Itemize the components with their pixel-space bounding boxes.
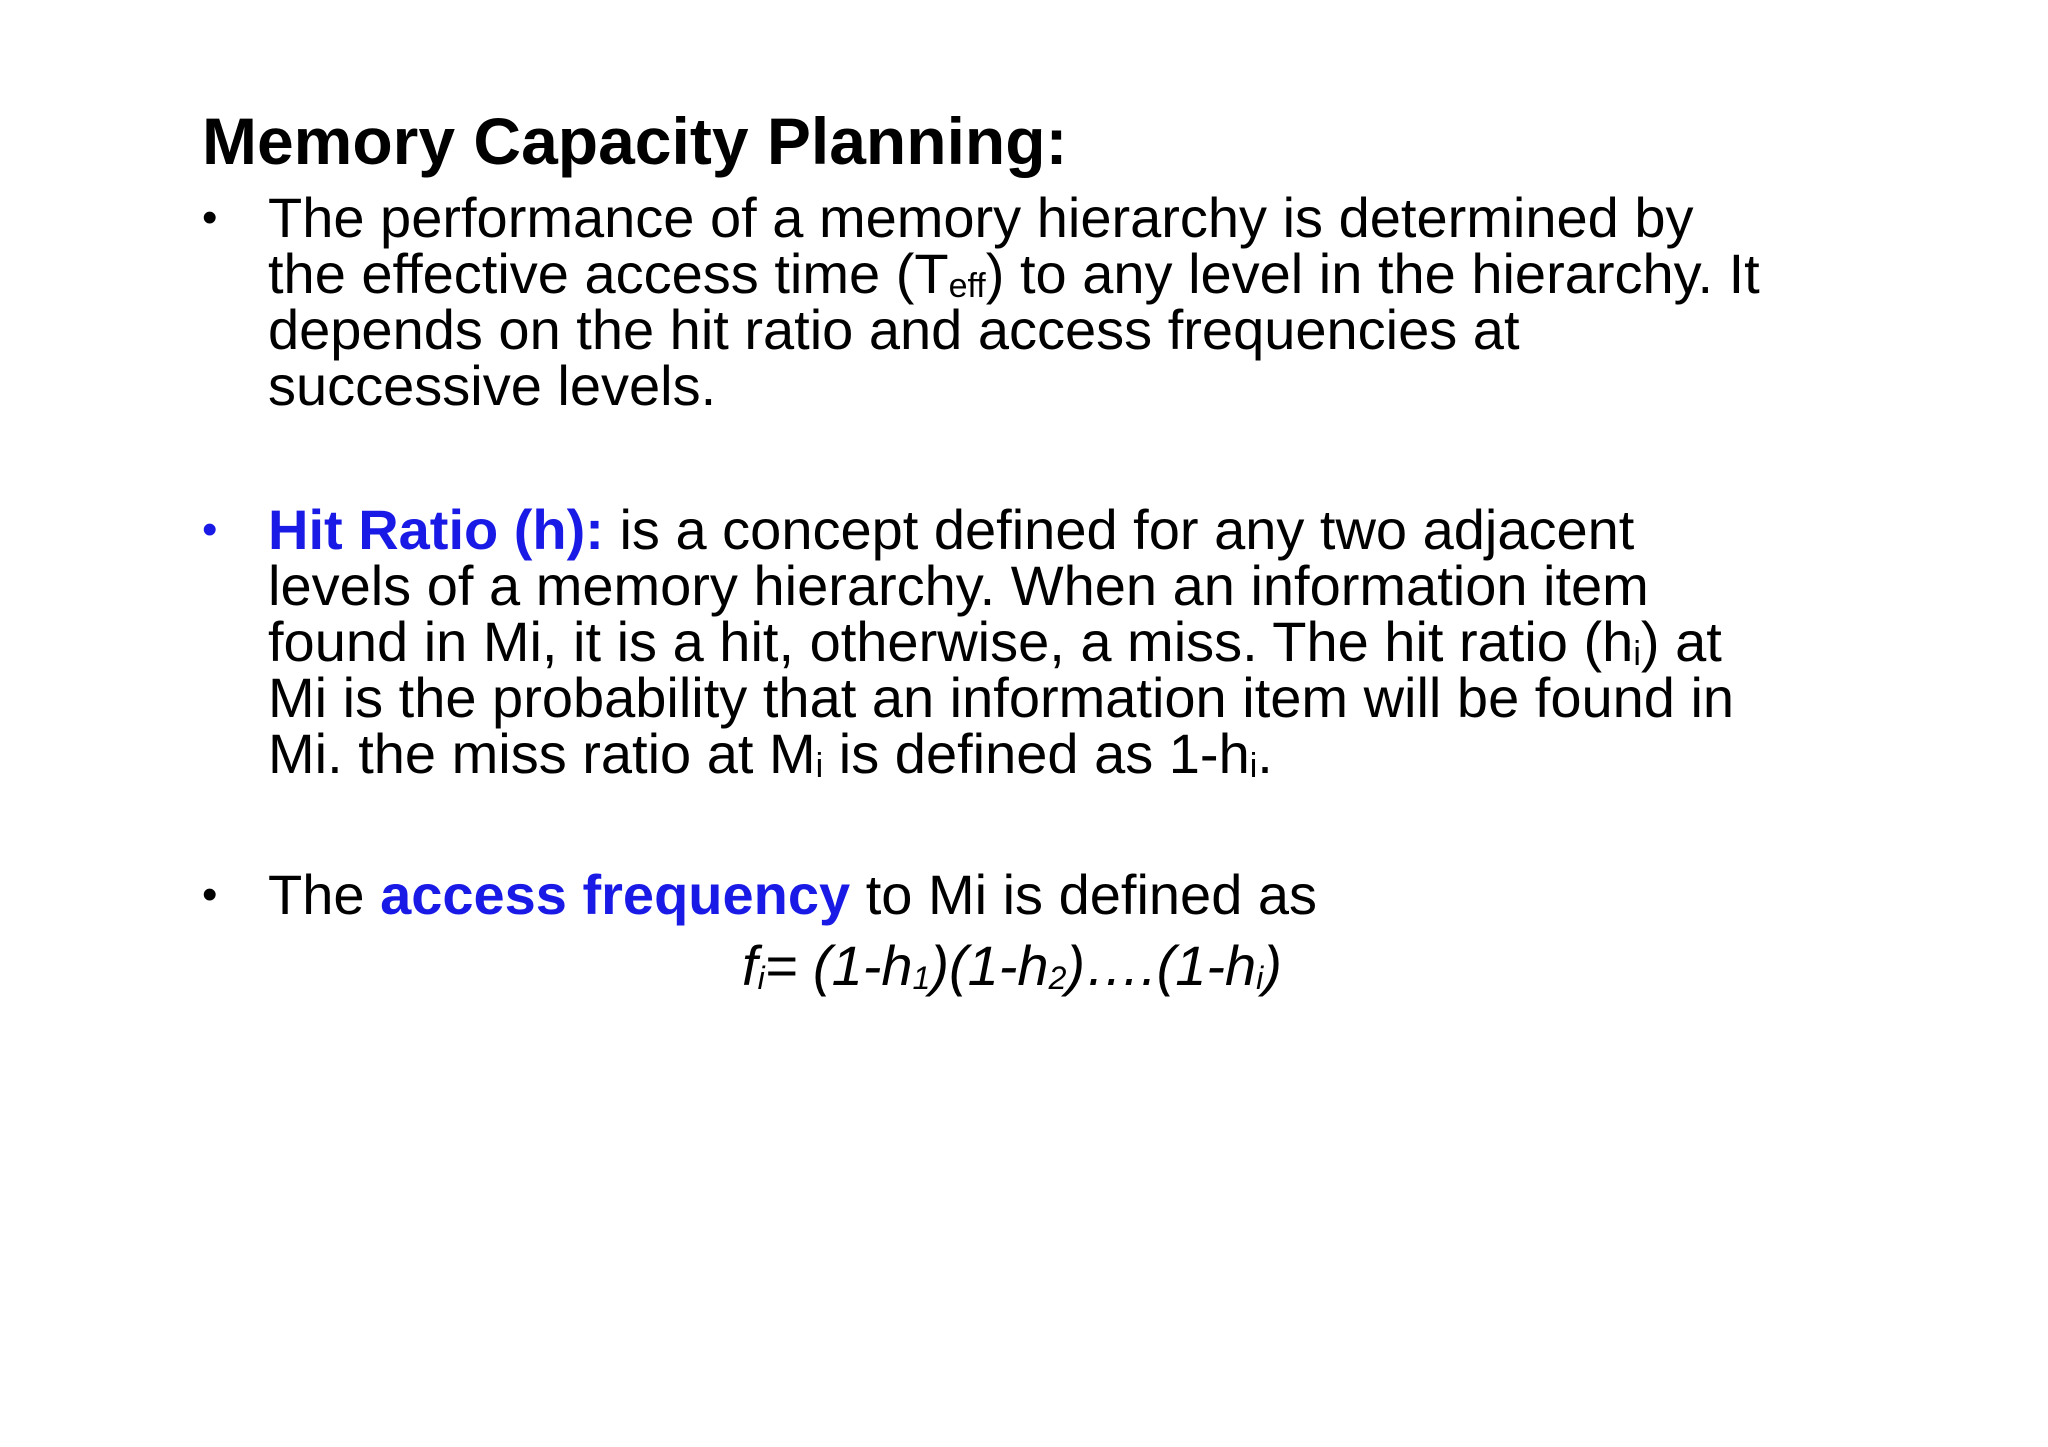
bullet-text <box>268 863 1852 926</box>
bullet-line <box>268 610 1852 673</box>
access-frequency-formula <box>742 934 1282 997</box>
text-run: Mi. the miss ratio at M <box>268 722 816 785</box>
slide-title: Memory Capacity Planning: <box>202 104 1068 178</box>
bullet-dot: • <box>202 870 218 919</box>
bullet-line <box>268 242 1852 305</box>
text-run: . <box>1257 722 1273 785</box>
subscript: 1 <box>912 960 931 996</box>
bullet-line <box>268 863 1852 926</box>
formula-f: f <box>742 934 758 997</box>
bullet-text <box>268 186 1852 417</box>
bullet-access-frequency <box>202 863 1852 926</box>
bullet-line <box>268 722 1852 785</box>
term-access-frequency: access frequency <box>380 863 851 926</box>
subscript: i <box>757 960 765 996</box>
text-run: the effective access time (T <box>268 242 949 305</box>
subscript: i <box>815 747 824 785</box>
bullet-hit-ratio <box>202 498 1852 785</box>
subscript: i <box>1249 747 1258 785</box>
formula-part: = (1-h <box>764 934 913 997</box>
formula-part: ) <box>1263 934 1282 997</box>
text-run: The <box>268 863 381 926</box>
text-run: is defined as 1-h <box>823 722 1250 785</box>
bullet-text <box>268 498 1852 785</box>
formula-part: )….(1-h <box>1066 934 1257 997</box>
text-run: is a concept defined for any two adjacent <box>603 498 1635 561</box>
bullet-line <box>268 498 1852 561</box>
subscript: i <box>1633 635 1641 673</box>
bullet-line: Mi is the probability that an information item will be found in <box>268 666 1735 729</box>
text-run: ) to any level in the hierarchy. It <box>985 242 1760 305</box>
bullet-dot: • <box>202 193 218 242</box>
bullet-line: successive levels. <box>268 354 717 417</box>
bullet-effective-access-time <box>202 186 1852 417</box>
term-hit-ratio: Hit Ratio (h): <box>268 498 604 561</box>
text-run: found in Mi, it is a hit, otherwise, a miss. The hit ratio (h <box>268 610 1634 673</box>
subscript: 2 <box>1048 960 1067 996</box>
subscript: i <box>1256 960 1264 996</box>
text-run: ) at <box>1640 610 1722 673</box>
bullet-line: The performance of a memory hierarchy is determined by <box>268 186 1694 249</box>
bullet-line: depends on the hit ratio and access frequencies at <box>268 298 1520 361</box>
subscript: eff <box>948 267 986 305</box>
formula-part: )(1-h <box>930 934 1049 997</box>
bullet-dot: • <box>202 505 218 554</box>
text-run: to Mi is defined as <box>850 863 1318 926</box>
bullet-line: levels of a memory hierarchy. When an information item <box>268 554 1649 617</box>
